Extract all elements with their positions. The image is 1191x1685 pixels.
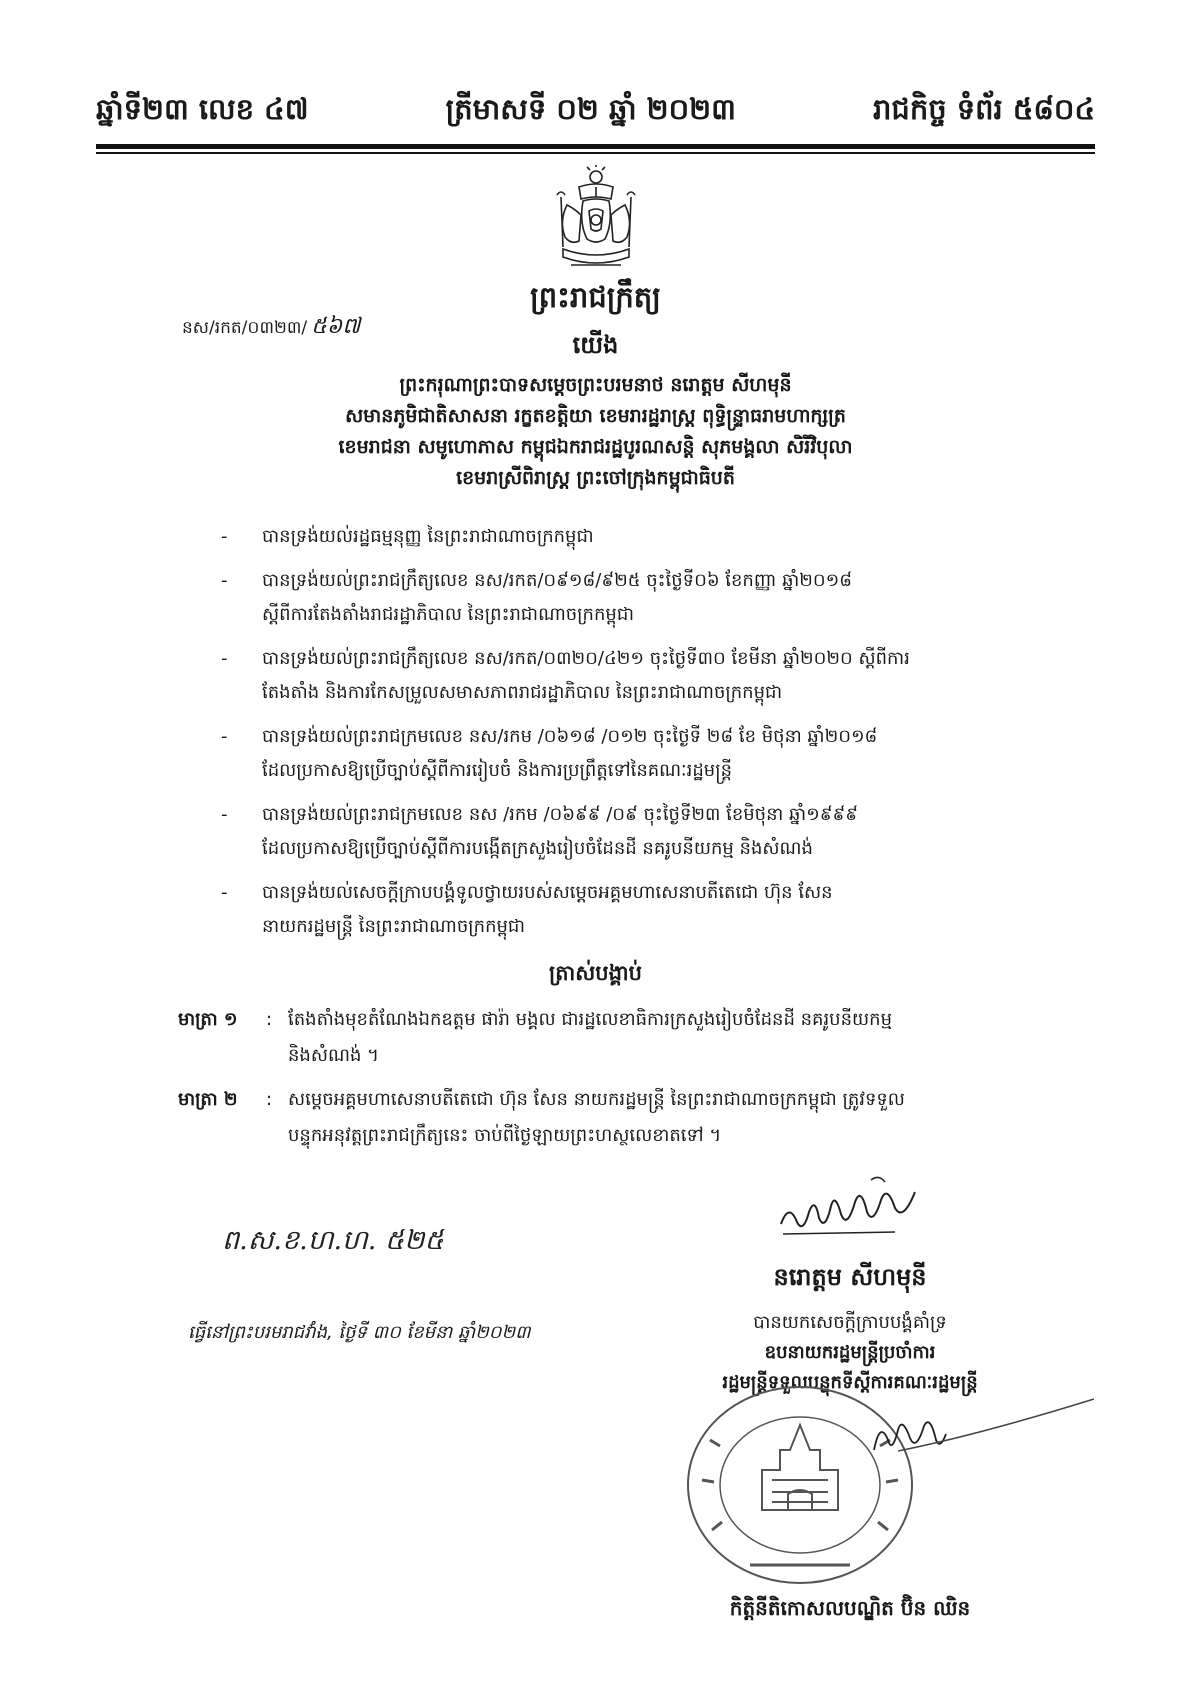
- article-colon: :: [266, 1009, 273, 1030]
- article-label: មាត្រា ២: [178, 1089, 238, 1110]
- gazette-header: [96, 88, 1095, 138]
- consideration-item: [221, 520, 987, 554]
- royal-arms-emblem-icon: [549, 165, 643, 277]
- gazette-page: រាជកិច្ច ទំព័រ ៥៨០៤: [873, 92, 1095, 126]
- article-line: និងសំណង់ ។: [288, 1045, 379, 1066]
- royal-title-line: ខេមរាជនា សមូហោភាស កម្ពុជឯករាជរដ្ឋបូរណសន្តិ សុភមង្គលា សិរីវិបុលា: [338, 436, 853, 458]
- consideration-line: ស្តីពីការតែងតាំងរាជរដ្ឋាភិបាល នៃព្រះរាជាណាចក្រកម្ពុជា: [262, 604, 634, 625]
- royal-title-line: ព្រះករុណាព្រះបាទសម្តេចព្រះបរមនាថ នរោត្តម សីហមុនី: [399, 374, 792, 396]
- consideration-item: [221, 642, 987, 710]
- consideration-item: [221, 798, 987, 866]
- list-dash: -: [221, 726, 228, 747]
- consideration-line: បានទ្រង់យល់ព្រះរាជក្រមលេខ នស /រកម /០៦៩៩ /០៩ ចុះថ្ងៃទី២៣ ខែមិថុនា ឆ្នាំ១៩៩៩: [262, 804, 858, 825]
- decree-reference-number: ៥៦៧: [311, 314, 361, 339]
- decree-heading: ត្រាស់បង្គាប់: [549, 961, 642, 985]
- royal-title-line: ខេមរាស្រីពិរាស្ត្រ ព្រះចៅក្រុងកម្ពុជាធិបតី: [456, 467, 735, 489]
- consideration-line: បានទ្រង់យល់សេចក្តីក្រាបបង្គំទូលថ្វាយរបស់សម្តេចអគ្គមហាសេនាបតីតេជោ ហ៊ុន សែន: [262, 882, 833, 903]
- decree-we: យើង: [572, 331, 619, 359]
- consideration-line: ដែលប្រកាសឱ្យប្រើច្បាប់ស្តីពីការបង្កើតក្រសួងរៀបចំដែនដី នគរូបនីយកម្ម និងសំណង់: [262, 838, 813, 859]
- article-line: តែងតាំងមុខតំណែងឯកឧត្តម ផារ៉ា មង្គល ជារដ្ឋលេខាធិការក្រសួងរៀបចំដែនដី នគរូបនីយកម្ម: [288, 1009, 893, 1030]
- countersign-line: រដ្ឋមន្ត្រីទទួលបន្ទុកទីស្តីការគណៈរដ្ឋមន្ត្រី: [722, 1372, 978, 1393]
- signature-flourish: [898, 1395, 1098, 1455]
- article-2: [178, 1082, 988, 1154]
- list-dash: -: [221, 526, 228, 547]
- royal-signature: [775, 1172, 925, 1242]
- handwritten-registration-note: ព.ស.ខ.ហ.ហ. ៥២៥: [222, 1225, 444, 1256]
- article-line: សម្តេចអគ្គមហាសេនាបតីតេជោ ហ៊ុន សែន នាយករដ្ឋមន្ត្រី នៃព្រះរាជាណាចក្រកម្ពុជា ត្រូវទទួល: [288, 1089, 905, 1110]
- gazette-quarter: ត្រីមាសទី ០២ ឆ្នាំ ២០២៣: [445, 92, 736, 126]
- consideration-line: ដែលប្រកាសឱ្យប្រើច្បាប់ស្តីពីការរៀបចំ និងការប្រព្រឹត្តទៅនៃគណៈរដ្ឋមន្ត្រី: [262, 760, 733, 781]
- consideration-line: តែងតាំង និងការកែសម្រួលសមាសភាពរាជរដ្ឋាភិបាល នៃព្រះរាជាណាចក្រកម្ពុជា: [262, 682, 783, 703]
- article-colon: :: [266, 1089, 273, 1110]
- consideration-line: បានទ្រង់យល់រដ្ឋធម្មនុញ្ញ នៃព្រះរាជាណាចក្រកម្ពុជា: [262, 526, 594, 547]
- place-and-date: ធ្វើនៅព្រះបរមរាជវាំង, ថ្ងៃទី ៣០ ខែមីនា ឆ្នាំ២០២៣: [188, 1322, 531, 1343]
- gazette-issue: ឆ្នាំទី២៣ លេខ ៤៧: [96, 92, 309, 126]
- decree-reference-prefix: នស/រកត/០៣២៣/: [182, 318, 308, 338]
- signatory-name: នរោត្តម សីហមុនី: [773, 1263, 927, 1291]
- list-dash: -: [221, 882, 228, 903]
- consideration-item: [221, 876, 987, 944]
- list-dash: -: [221, 648, 228, 669]
- list-dash: -: [221, 804, 228, 825]
- royal-titles: [220, 370, 971, 494]
- article-label: មាត្រា ១: [178, 1009, 238, 1030]
- consideration-line: បានទ្រង់យល់ព្រះរាជក្រមលេខ នស/រកម /០៦១៨ /០១២ ចុះថ្ងៃទី ២៨ ខែ មិថុនា ឆ្នាំ២០១៨: [262, 726, 878, 747]
- decree-type-title: ព្រះរាជក្រឹត្យ: [530, 280, 661, 314]
- header-rule-thick: [96, 144, 1095, 149]
- consideration-item: [221, 564, 987, 632]
- consideration-line: នាយករដ្ឋមន្ត្រី នៃព្រះរាជាណាចក្រកម្ពុជា: [262, 916, 526, 937]
- article-line: បន្ទុកអនុវត្តព្រះរាជក្រឹត្យនេះ ចាប់ពីថ្ងៃឡាយព្រះហស្ថលេខាតទៅ ។: [288, 1125, 722, 1146]
- header-rule-thin: [96, 152, 1095, 154]
- list-dash: -: [221, 570, 228, 591]
- minister-name: កិត្តិនីតិកោសលបណ្ឌិត ប៊ិន ឈិន: [729, 1596, 971, 1620]
- article-1: [178, 1002, 988, 1074]
- royal-title-line: សមានភូមិជាតិសាសនា រក្ខតខត្តិយា ខេមរារដ្ឋរាស្ត្រ ពុទ្ធិន្ទ្រាធរាមហាក្សត្រ: [345, 405, 846, 427]
- consideration-item: [221, 720, 987, 788]
- countersign-line: បានយកសេចក្តីក្រាបបង្គំគាំទ្រ: [753, 1312, 947, 1333]
- consideration-line: បានទ្រង់យល់ព្រះរាជក្រឹត្យលេខ នស/រកត/០៩១៨/៩២៥ ចុះថ្ងៃទី០៦ ខែកញ្ញា ឆ្នាំ២០១៨: [262, 570, 852, 591]
- considerations-list: [221, 520, 987, 954]
- countersign-line: ឧបនាយករដ្ឋមន្ត្រីប្រចាំការ: [764, 1342, 936, 1363]
- consideration-line: បានទ្រង់យល់ព្រះរាជក្រឹត្យលេខ នស/រកត/០៣២០/៤២១ ចុះថ្ងៃទី៣០ ខែមីនា ឆ្នាំ២០២០ ស្តីពីការ: [262, 648, 910, 669]
